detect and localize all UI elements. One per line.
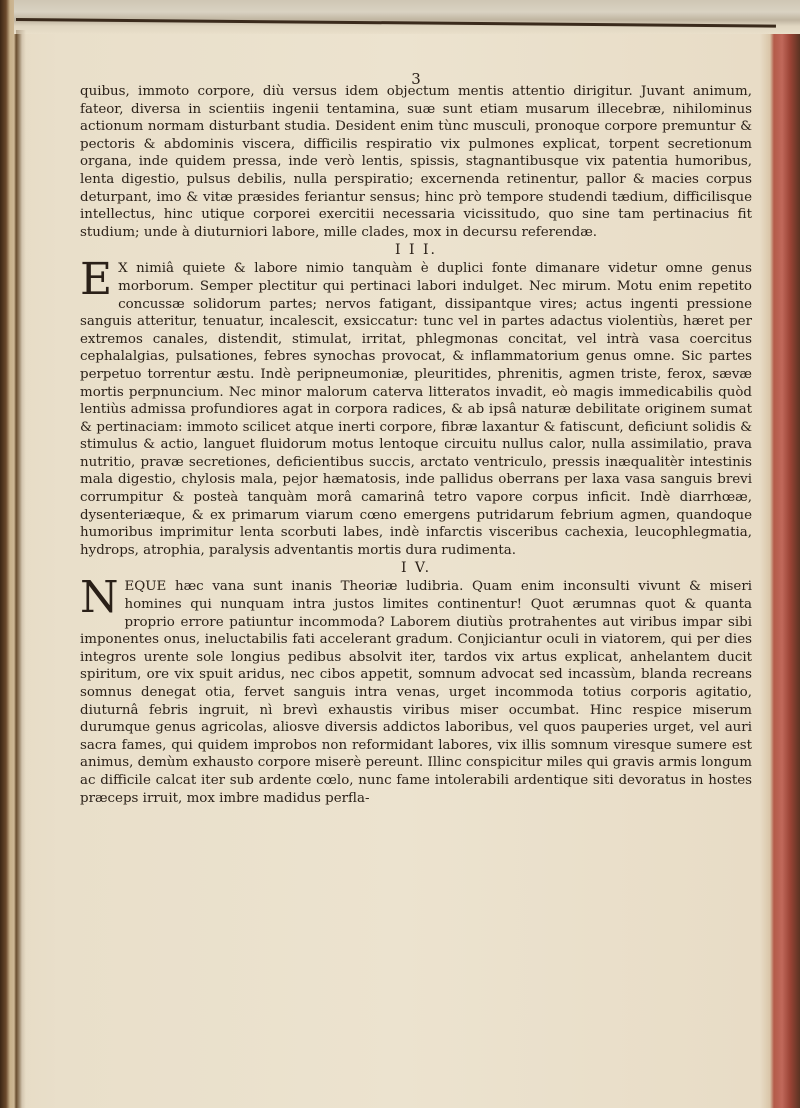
page-body [80, 72, 752, 807]
section-iv-text: EQUE hæc vana sunt inanis Theoriæ ludibria. Quam enim inconsulti vivunt & miseri homines qui nunquam intra justos limites continentur! Quot ærumnas quot & quanta proprio errore patiuntur incommoda? Laborem diutiùs protrahentes aut viribus impar sibi imponentes onus, ineluctabilis fati accelerant gradum. Conjiciantur oculi in viatorem, qui per dies integros urente sole longius pedibus absolvit iter, tardos vix artus explicat, anhelantem ducit spiritum, ore vix spuit aridus, nec cibos appetit, somnum advocat sed incassùm, blanda recreans somnus denegat otia, fervet sanguis intra venas, urget incommoda totius corporis agitatio, diuturnâ febris ingruit, nì brevì exhaustis viribus miser occumbat. Hinc respice miserum durumque genus agricolas, aliosve diversis addictos laboribus, vel quos pauperies urget, vel auri sacra fames, qui quidem improbos non reformidant labores, vix illis somnum viresque sumere est animus, demùm exhausto corpore miserè pereunt. Illinc conspicitur miles qui gravis armis longum ac difficile calcat iter sub ardente cœlo, nunc fame intolerabili ardentique siti devoratus in hostes præceps irruit, mox imbre madidus perfla- [80, 579, 752, 806]
section-iii-text: X nimiâ quiete & labore nimio tanquàm è duplici fonte dimanare videtur omne genus morborum. Semper plectitur qui pertinaci labori indulget. Nec mirum. Motu enim repetito concussæ solidorum partes; nervos fatigant, dissipantque vires; actus ingenti pressione sanguis atteritur, tenuatur, incalescit, exsiccatur: tunc vel in partes adactus violentiùs, hæret per extremos canales, distendit, stimulat, irritat, phlegmonas concitat, vel intrà vasa coercitus cephalalgias, pulsationes, febres synochas provocat, & inflammatorium genus omne. Sic partes perpetuo torrentur æstu. Indè peripneumoniæ, pleuritides, phrenitis, agmen triste, ferox, sævæ mortis perpnuncium. Nec minor malorum caterva litteratos invadit, eò magis immedicabilis quòd lentiùs admissa profundiores agat in corpora radices, & ab ipsâ naturæ debilitate originem sumat & pertinaciam: immoto scilicet atque inerti corpore, fibræ laxantur & fatiscunt, deficiunt solidis & stimulus & actio, languet fluidorum motus lentoque circuitu nullus calor, nulla assimilatio, prava nutritio, pravæ secretiones, deficientibus succis, arctato ventriculo, pressis inæqualitèr intestinis mala digestio, chylosis mala, pejor hæmatosis, inde pallidus oberrans per laxa vasa sanguis brevi corrumpitur & posteà tanquàm morâ camarinâ tetro vapore corpus inficit. Indè diarrhœæ, dysenteriæque, & ex primarum viarum cœno emergens putridarum febrium agmen, quandoque humoribus imprimitur lenta scorbuti labes, indè infarctis visceribus cachexia, leucophlegmatia, hydrops, atrophia, paralysis adventantis mortis dura rudimenta. [80, 261, 752, 558]
page-number: 3 [411, 70, 421, 88]
top-page-edge [14, 0, 800, 34]
dropcap-e: E [80, 254, 113, 306]
gutter-shadow [16, 30, 26, 1108]
section-iv-paragraph [80, 572, 752, 807]
section-heading-iii: I I I. [395, 242, 437, 259]
section-iii-paragraph [80, 254, 752, 559]
paragraph-continuation: quibus, immoto corpore, diù versus idem objectum mentis attentio dirigitur. Juvant animum, fateor, diversa in scientiis ingenii tentamina, suæ sunt etiam musarum illecebræ, nihilominus actionum normam disturbant studia. Desident enim tùnc musculi, pronoque corpore premuntur & pectoris & abdominis viscera, difficilis respiratio vix pulmones explicat, torpent secretionum organa, inde quidem pressa, inde verò lentis, spissis, stagnantibusque vix patentia humoribus, lenta digestio, pulsus debilis, nulla perspiratio; excernenda retinentur, pallor & macies corpus deturpant, imo & vitæ præsides feriantur sensus; hinc prò tempore studendi tædium, difficilisque intellectus, hinc utique corporei exercitii necessaria vicissitudo, quo sine tam pertinacius fit studium; unde à diuturniori labore, mille clades, mox in decursu referendæ. [80, 84, 752, 240]
dropcap-n: N [80, 572, 119, 624]
section-heading-iv: I V. [400, 560, 432, 577]
